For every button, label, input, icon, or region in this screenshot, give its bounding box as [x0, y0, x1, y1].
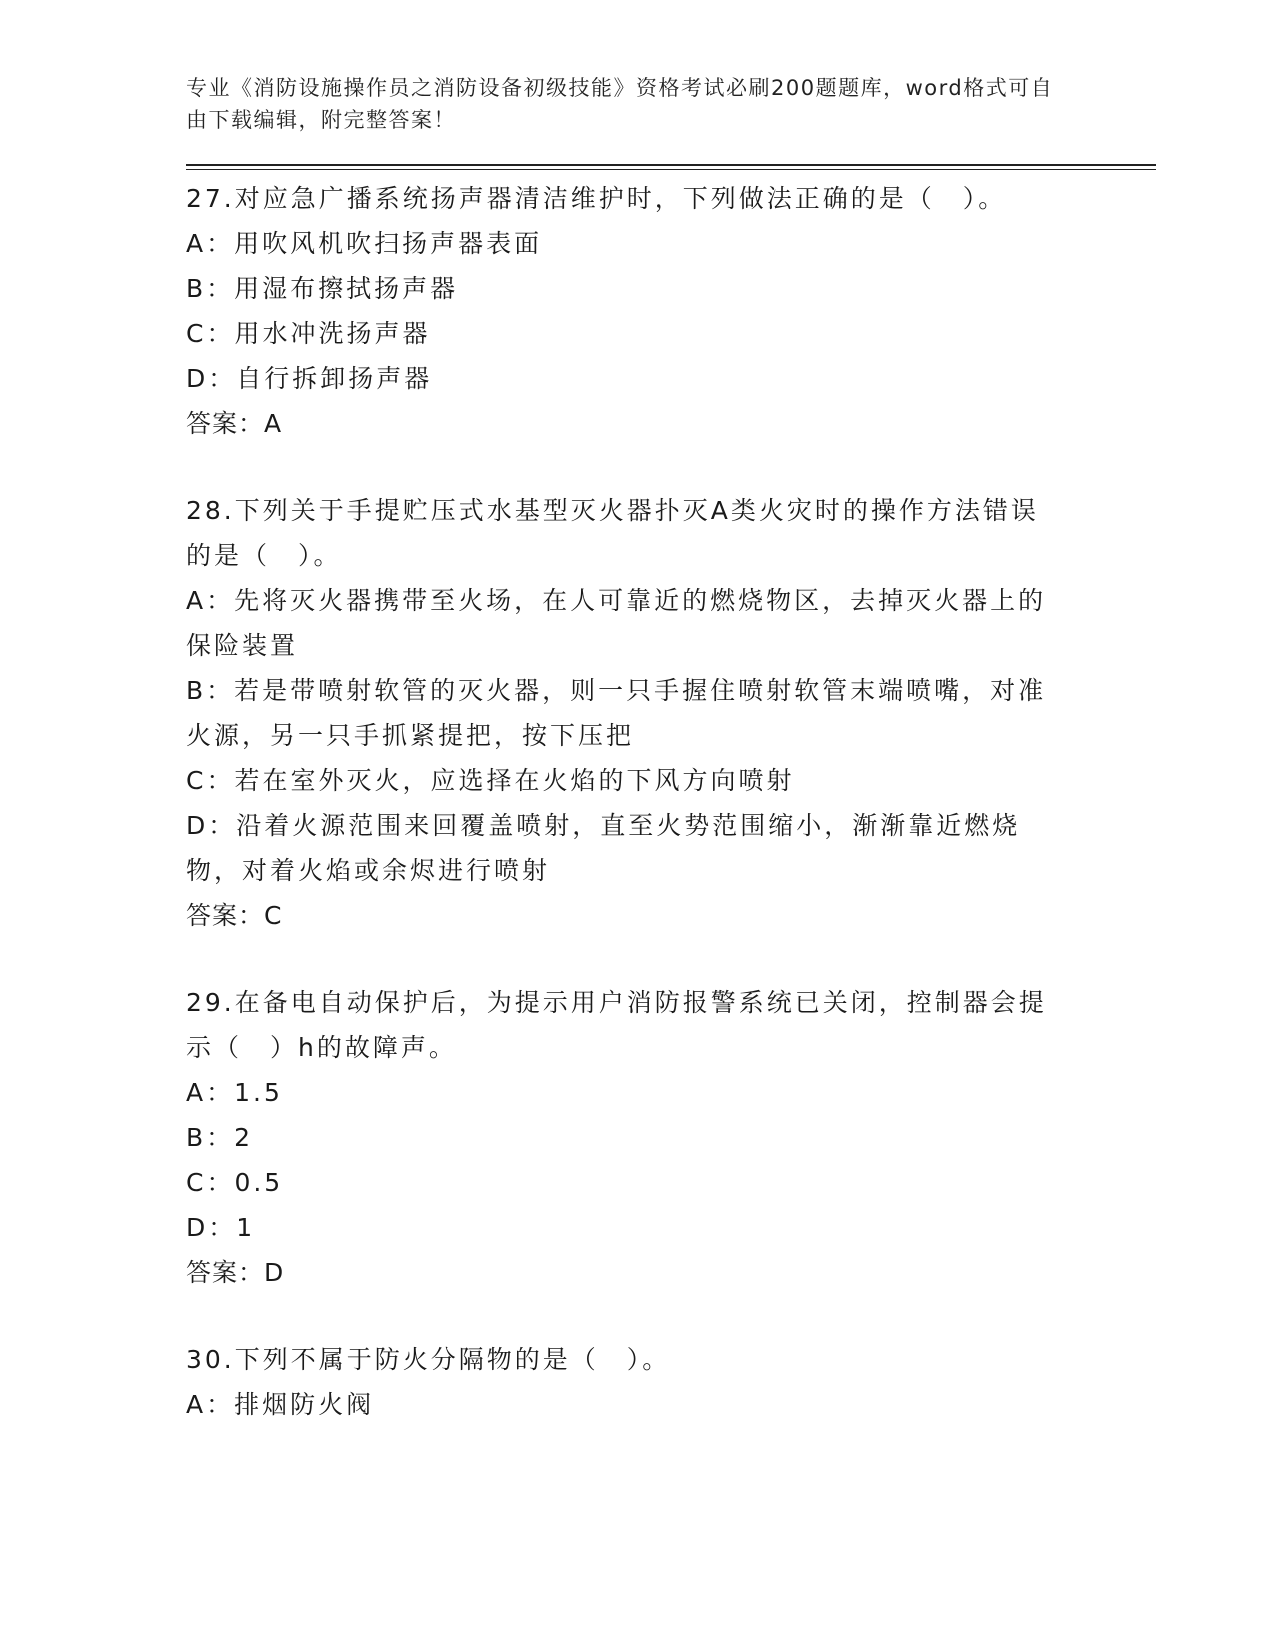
option-c: C：用水冲洗扬声器	[186, 319, 431, 348]
question-text: 28.下列关于手提贮压式水基型灭火器扑灭A类火灾时的操作方法错误的是（ ）。	[186, 496, 1039, 570]
question-item	[186, 176, 1156, 446]
option-b: B：若是带喷射软管的灭火器，则一只手握住喷射软管末端喷嘴，对准火源，另一只手抓紧提把，按下压把	[186, 676, 1047, 750]
answer-text: 答案：A	[186, 409, 283, 438]
answer-text: 答案：C	[186, 901, 283, 930]
question-item	[186, 488, 1156, 938]
option-d: D：1	[186, 1213, 256, 1242]
question-text: 27.对应急广播系统扬声器清洁维护时，下列做法正确的是（ ）。	[186, 184, 1007, 213]
option-d: D：沿着火源范围来回覆盖喷射，直至火势范围缩小，渐渐靠近燃烧物，对着火焰或余烬进行喷射	[186, 811, 1021, 885]
answer-text: 答案：D	[186, 1258, 285, 1287]
option-c: C：若在室外灭火，应选择在火焰的下风方向喷射	[186, 766, 795, 795]
question-list	[186, 176, 1156, 1427]
question-text: 30.下列不属于防火分隔物的是（ ）。	[186, 1345, 671, 1374]
option-a: A：排烟防火阀	[186, 1390, 375, 1419]
option-a: A：用吹风机吹扫扬声器表面	[186, 229, 543, 258]
option-c: C：0.5	[186, 1168, 284, 1197]
option-a: A：1.5	[186, 1078, 283, 1107]
option-a: A：先将灭火器携带至火场，在人可靠近的燃烧物区，去掉灭火器上的保险装置	[186, 586, 1047, 660]
question-item	[186, 1337, 1156, 1427]
option-d: D：自行拆卸扬声器	[186, 364, 433, 393]
document-page	[186, 72, 1156, 1469]
option-b: B：2	[186, 1123, 254, 1152]
document-header: 专业《消防设施操作员之消防设备初级技能》资格考试必刷200题题库，word格式可自由下载编辑，附完整答案！	[186, 76, 1054, 132]
option-b: B：用湿布擦拭扬声器	[186, 274, 459, 303]
question-text: 29.在备电自动保护后，为提示用户消防报警系统已关闭，控制器会提示（ ）h的故障声。	[186, 988, 1047, 1062]
header-divider	[186, 164, 1156, 170]
question-item	[186, 980, 1156, 1295]
